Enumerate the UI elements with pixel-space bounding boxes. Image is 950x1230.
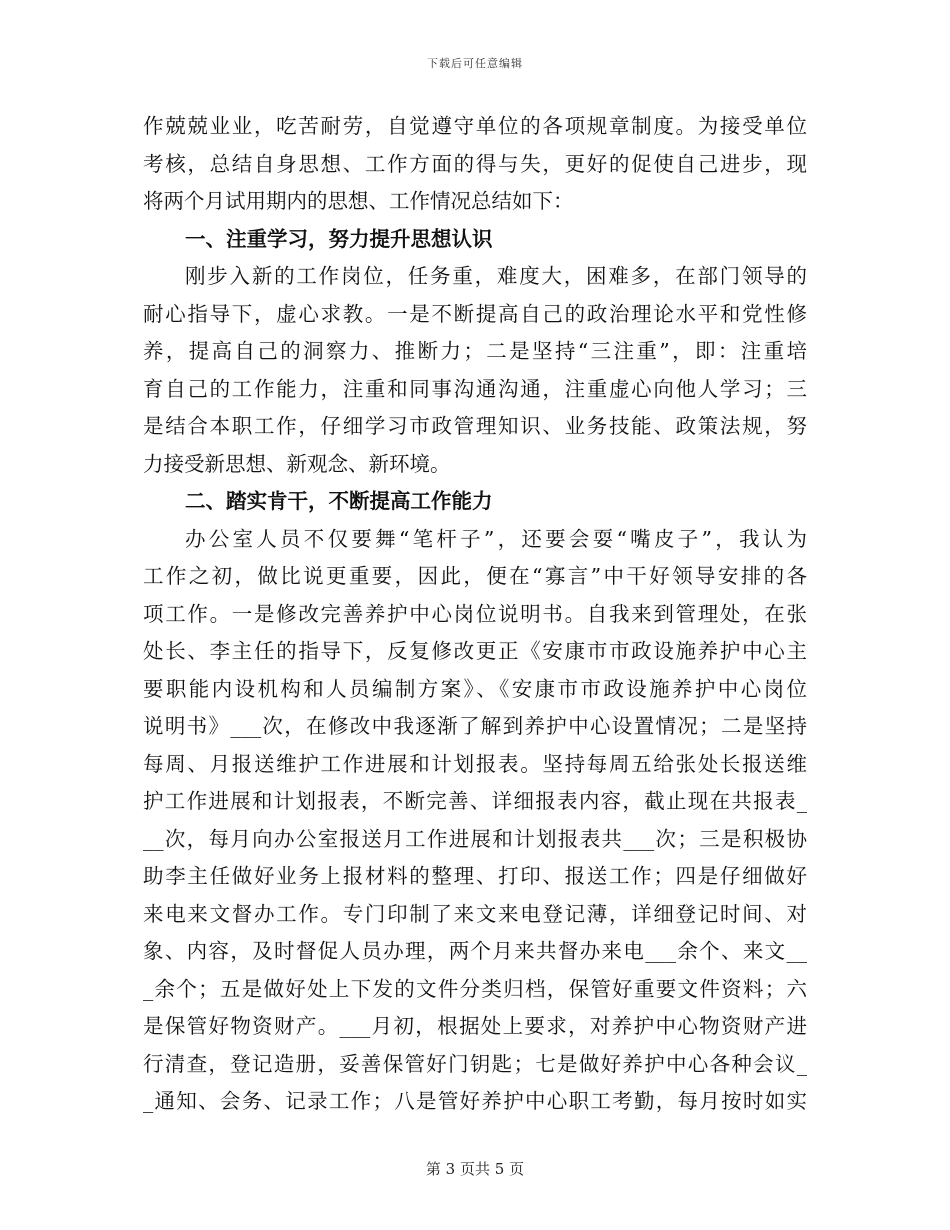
document-body	[143, 108, 807, 1121]
paragraph-line: 来电来文督办工作。专门印制了来文来电登记薄，详细登记时间、对	[143, 901, 807, 926]
paragraph-line: 象、内容，及时督促人员办理，两个月来共督办来电___余个、来文__	[143, 939, 807, 963]
paragraph-line: 说明书》___次，在修改中我逐渐了解到养护中心设置情况；二是坚持	[143, 714, 807, 738]
paragraph-line: 处长、李主任的指导下，反复修改更正《安康市市政设施养护中心主	[143, 639, 807, 663]
paragraph-line: _余个；五是做好处上下发的文件分类归档，保管好重要文件资料；六	[143, 976, 807, 1001]
section-heading-2: 二、踏实肯干，不断提高工作能力	[185, 489, 493, 513]
page-header: 下载后可任意编辑	[427, 57, 523, 70]
paragraph-line: 行清查，登记造册，妥善保管好门钥匙；七是做好养护中心各种会议_	[143, 1051, 807, 1076]
paragraph-line: 每周、月报送维护工作进展和计划报表。坚持每周五给张处长报送维	[143, 751, 807, 776]
paragraph-line: 工作之初，做比说更重要，因此，便在“寡言”中干好领导安排的各	[143, 564, 807, 588]
paragraph-line: _通知、会务、记录工作；八是管好养护中心职工考勤，每月按时如实	[143, 1089, 807, 1113]
paragraph-line: 要职能内设机构和人员编制方案》、《安康市市政设施养护中心岗位	[143, 676, 807, 701]
paragraph-line: __次，每月向办公室报送月工作进展和计划报表共___次；三是积极协	[143, 826, 807, 851]
paragraph-line: 护工作进展和计划报表，不断完善、详细报表内容，截止现在共报表_	[143, 789, 807, 813]
paragraph-line: 办公室人员不仅要舞“笔杆子”，还要会耍“嘴皮子”，我认为	[185, 526, 807, 551]
paragraph-line: 是结合本职工作，仔细学习市政管理知识、业务技能、政策法规，努	[143, 414, 807, 438]
paragraph-line: 项工作。一是修改完善养护中心岗位说明书。自我来到管理处，在张	[143, 601, 807, 626]
paragraph-line: 刚步入新的工作岗位，任务重，难度大，困难多，在部门领导的	[185, 264, 807, 288]
paragraph-line: 养，提高自己的洞察力、推断力；二是坚持“三注重”，即：注重培	[143, 339, 807, 363]
paragraph-line: 助李主任做好业务上报材料的整理、打印、报送工作；四是仔细做好	[143, 864, 807, 888]
section-heading-1: 一、注重学习，努力提升思想认识	[185, 226, 493, 251]
paragraph-line: 力接受新思想、新观念、新环境。	[143, 451, 451, 476]
paragraph-line: 考核，总结自身思想、工作方面的得与失，更好的促使自己进步，现	[143, 151, 807, 176]
paragraph-line: 耐心指导下，虚心求教。一是不断提高自己的政治理论水平和党性修	[143, 301, 807, 326]
paragraph-line: 是保管好物资财产。___月初，根据处上要求，对养护中心物资财产进	[143, 1014, 807, 1038]
page-footer: 第 3 页共 5 页	[425, 1160, 525, 1178]
paragraph-line: 作兢兢业业，吃苦耐劳，自觉遵守单位的各项规章制度。为接受单位	[143, 114, 807, 138]
paragraph-line: 育自己的工作能力，注重和同事沟通沟通，注重虚心向他人学习；三	[143, 376, 807, 401]
paragraph-line: 将两个月试用期内的思想、工作情况总结如下：	[143, 189, 574, 213]
